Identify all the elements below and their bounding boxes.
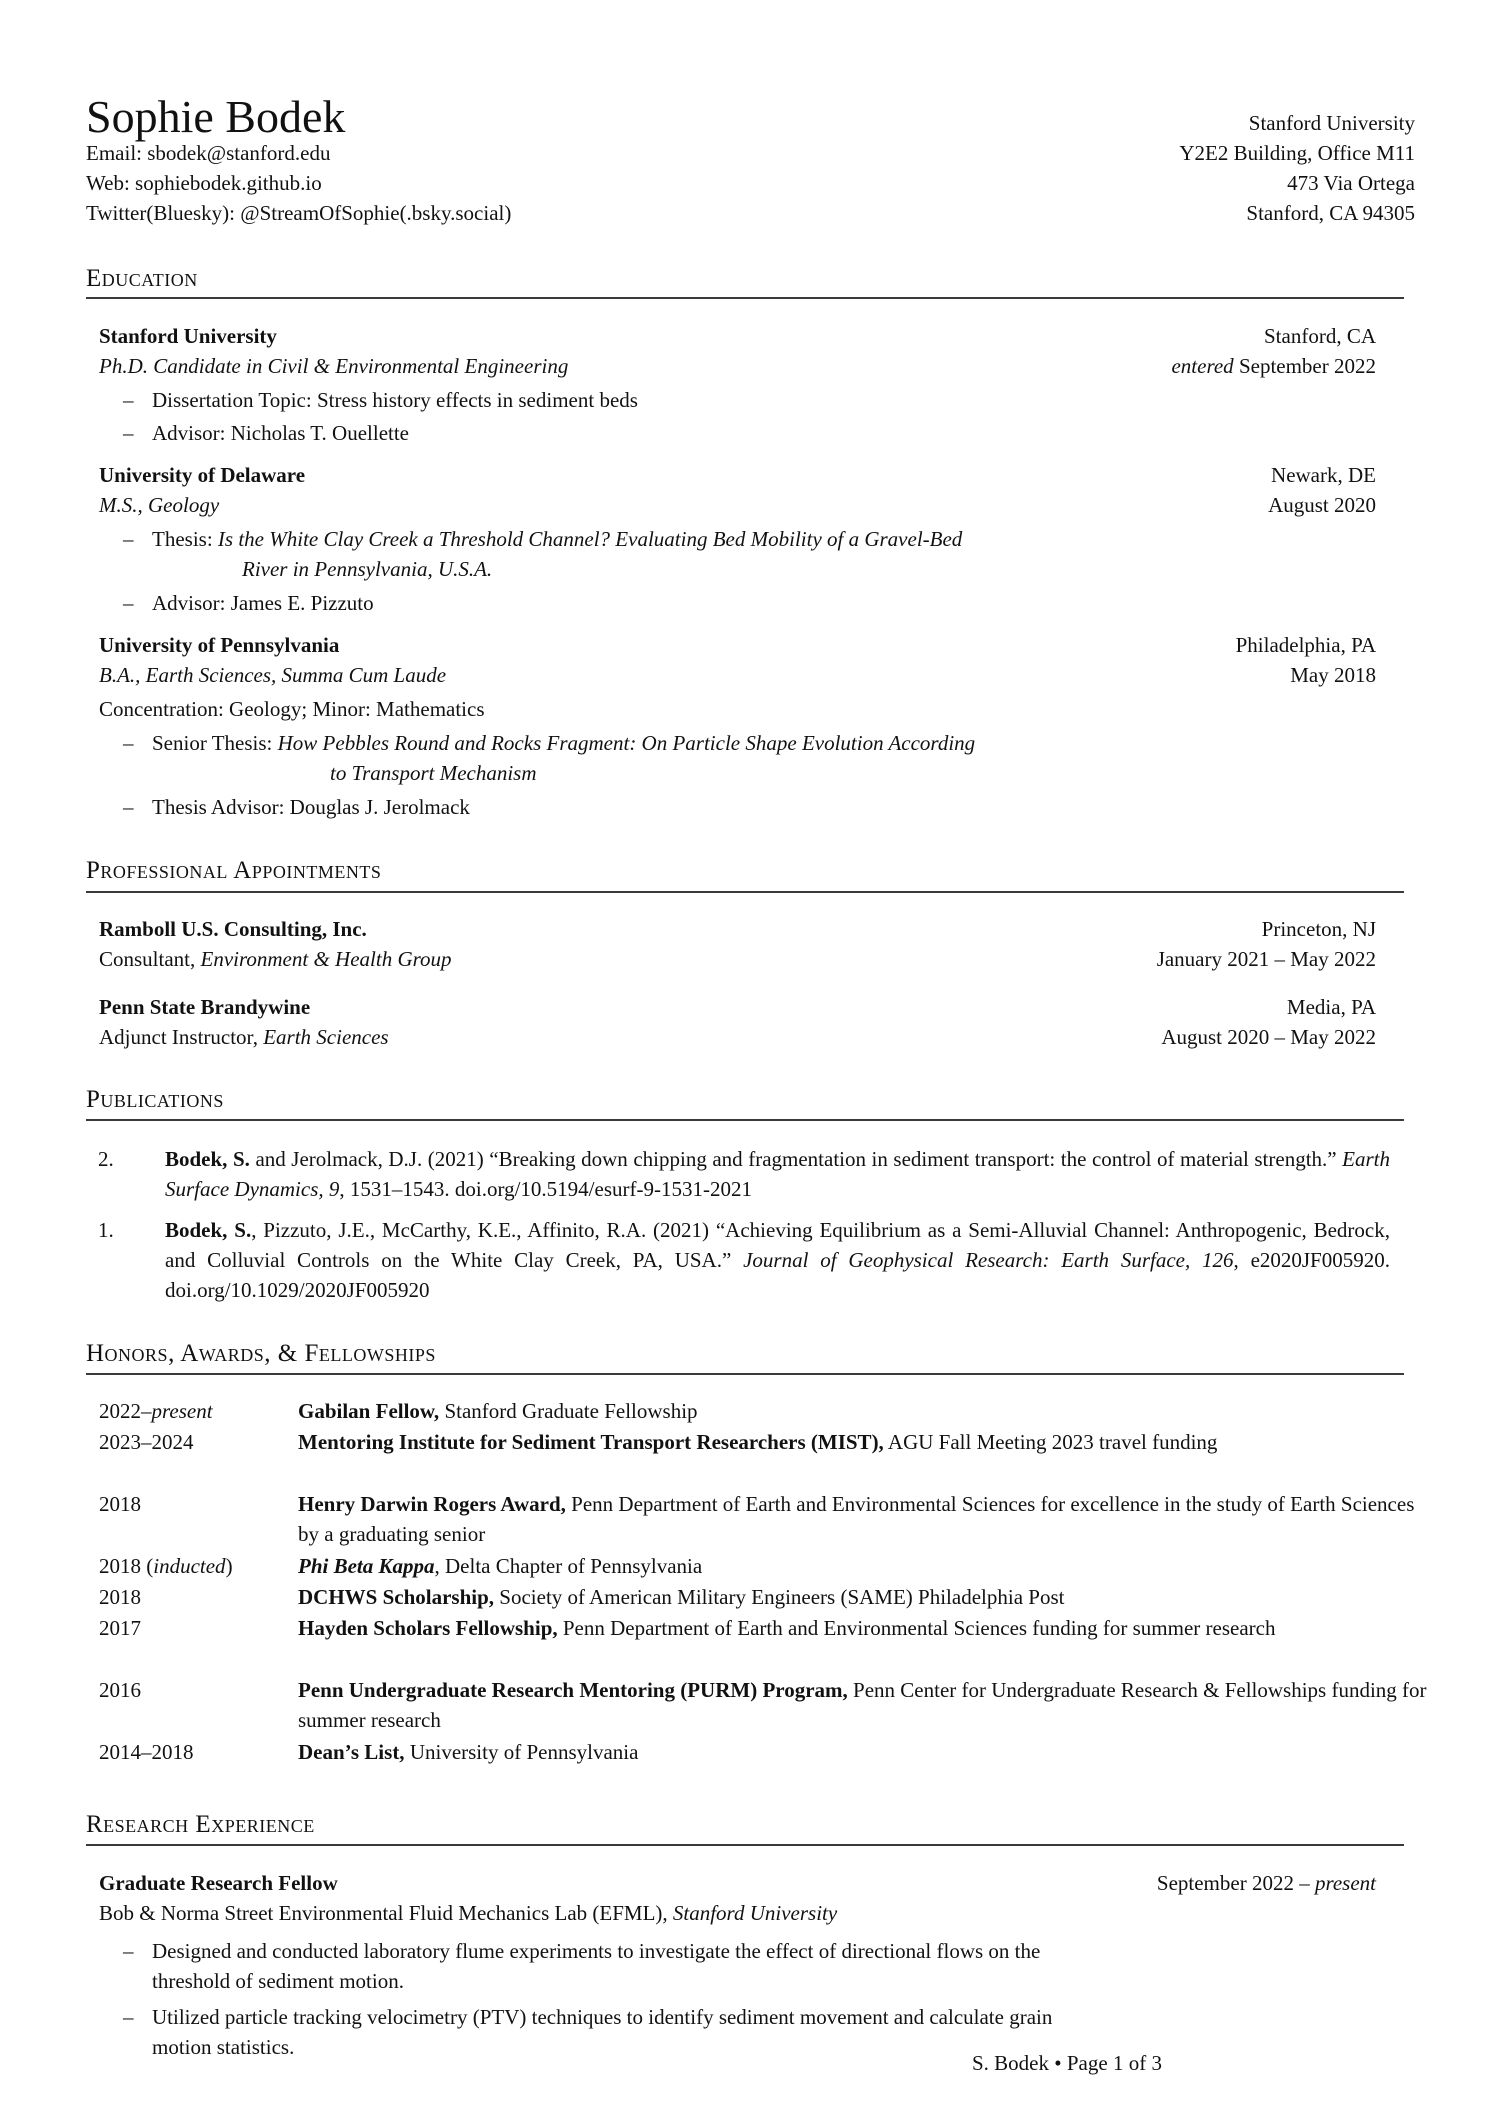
address-line-3: 473 Via Ortega	[1287, 171, 1415, 195]
date-prefix: entered	[1171, 354, 1234, 378]
author-self: Bodek, S.	[165, 1147, 250, 1171]
honor-description	[298, 1551, 1430, 1581]
dash-bullet-icon: –	[123, 388, 134, 412]
bullet-text-line-1: Utilized particle tracking velocimetry (PTV) techniques to identify sediment movement and calculate grain	[152, 2005, 1053, 2029]
education-degree-row	[99, 490, 1376, 520]
education-entry-penn	[99, 630, 1376, 660]
education-note: Concentration: Geology; Minor: Mathematics	[99, 697, 485, 721]
lab-institution: Stanford University	[672, 1901, 838, 1925]
honor-detail: Penn Center for Undergraduate Research & Fellowships funding for summer research	[298, 1678, 1427, 1732]
section-rule	[86, 1844, 1404, 1846]
honor-item	[0, 1613, 1500, 1675]
education-entry-delaware	[99, 460, 1376, 490]
bullet-label: Thesis Advisor:	[152, 795, 290, 819]
dash-bullet-icon: –	[123, 2005, 134, 2029]
education-entry-stanford	[99, 321, 1376, 351]
role	[99, 1022, 389, 1052]
authors-rest: and Jerolmack, D.J. (2021) “Breaking down chipping and fragmentation in sediment transport: the control of material strength.”	[249, 1147, 1343, 1171]
honor-title: Dean’s List,	[298, 1740, 405, 1764]
address-line-4: Stanford, CA 94305	[1246, 201, 1415, 225]
honor-title: Gabilan Fellow,	[298, 1399, 440, 1423]
dash-bullet-icon: –	[123, 795, 134, 819]
contact-email	[86, 138, 330, 168]
bullet-label: Senior Thesis:	[152, 731, 278, 755]
twitter-link[interactable]: @StreamOfSophie(.bsky.social)	[240, 201, 512, 225]
dash-bullet-icon: –	[123, 421, 134, 445]
honor-year: 2016	[99, 1678, 141, 1702]
dash-bullet-icon: –	[123, 527, 134, 551]
dash-bullet-icon: –	[123, 731, 134, 755]
honor-detail: AGU Fall Meeting 2023 travel funding	[883, 1430, 1218, 1454]
degree-date: May 2018	[1290, 663, 1376, 687]
role-title: Consultant,	[99, 947, 201, 971]
honor-year: 2014–2018	[99, 1740, 194, 1764]
honor-item	[0, 1675, 1500, 1737]
cv-name: Sophie Bodek	[86, 91, 346, 142]
bullet-separator-icon: •	[1054, 2051, 1062, 2075]
dash-bullet-icon: –	[123, 1939, 134, 1963]
degree-date: August 2020	[1268, 493, 1376, 517]
honor-year: 2023–2024	[99, 1430, 194, 1454]
education-degree-row	[99, 660, 1376, 690]
appointment-role-row	[99, 944, 1376, 974]
page-number: Page 1 of 3	[1066, 2051, 1162, 2075]
publication-doi[interactable]: , e2020JF005920. doi.org/10.1029/2020JF005920	[165, 1248, 1390, 1302]
position-title: Graduate Research Fellow	[99, 1871, 338, 1895]
honor-year: 2017	[99, 1616, 141, 1640]
journal: Journal of Geophysical Research: Earth Surface, 126	[743, 1248, 1234, 1272]
bullet-text-line-2: threshold of sediment motion.	[152, 1969, 404, 1993]
bullet-value: Douglas J. Jerolmack	[289, 795, 470, 819]
honor-description	[298, 1427, 1430, 1457]
honor-year: 2018 (inducted)	[99, 1554, 233, 1578]
address-line-1: Stanford University	[1248, 111, 1415, 135]
publication-citation	[165, 1215, 1390, 1305]
honor-detail: Society of American Military Engineers (SAME) Philadelphia Post	[494, 1585, 1065, 1609]
bullet-value: Stress history effects in sediment beds	[316, 388, 638, 412]
role-group: Earth Sciences	[263, 1025, 389, 1049]
section-heading-honors: Honors, Awards, & Fellowships	[86, 1340, 436, 1367]
web-link[interactable]: sophiebodek.github.io	[135, 171, 322, 195]
organization-name: Ramboll U.S. Consulting, Inc.	[99, 917, 367, 941]
institution-name: Stanford University	[99, 324, 277, 348]
role-group: Environment & Health Group	[200, 947, 452, 971]
degree-date	[1171, 351, 1376, 381]
section-rule	[86, 891, 1404, 893]
honor-detail: Penn Department of Earth and Environmental Sciences for excellence in the study of Earth Sciences by a graduating senior	[298, 1492, 1415, 1546]
thesis-title-line-1: Is the White Clay Creek a Threshold Channel? Evaluating Bed Mobility of a Gravel-Bed	[217, 527, 963, 551]
footer-author: S. Bodek	[972, 2051, 1050, 2075]
bullet-value: Nicholas T. Ouellette	[230, 421, 410, 445]
role	[99, 944, 452, 974]
honor-year: 2018	[99, 1492, 141, 1516]
honor-title: Mentoring Institute for Sediment Transport Researchers (MIST),	[298, 1430, 884, 1454]
institution-location: Newark, DE	[1271, 463, 1376, 487]
honor-year: 2018	[99, 1585, 141, 1609]
honor-title: Hayden Scholars Fellowship,	[298, 1616, 558, 1640]
contact-web	[86, 168, 322, 198]
section-heading-appointments: Professional Appointments	[86, 857, 382, 884]
research-dates: September 2022 – present	[1156, 1871, 1376, 1895]
institution-name: University of Delaware	[99, 463, 306, 487]
publication-citation	[165, 1144, 1390, 1204]
organization-location: Media, PA	[1286, 995, 1376, 1019]
section-heading-publications: Publications	[86, 1086, 224, 1113]
research-lab	[99, 1898, 837, 1928]
bullet-label: Advisor:	[152, 421, 231, 445]
dash-bullet-icon: –	[123, 591, 134, 615]
honor-detail: University of Pennsylvania	[404, 1740, 639, 1764]
address-line-2: Y2E2 Building, Office M11	[1179, 141, 1415, 165]
honor-description	[298, 1489, 1430, 1549]
honor-item	[0, 1737, 1500, 1769]
authors-rest: , Pizzuto, J.E., McCarthy, K.E., Affinito, R.A. (2021) “Achieving Equilibrium as a Semi-Alluvial Channel: Anthropogenic, Bedrock, and Colluvial Controls on the White Clay Creek, PA, USA.”	[165, 1218, 1390, 1272]
page-footer	[972, 2048, 1162, 2078]
institution-name: University of Pennsylvania	[99, 633, 340, 657]
section-heading-research: Research Experience	[86, 1811, 315, 1838]
thesis-title-line-1: How Pebbles Round and Rocks Fragment: On Particle Shape Evolution According	[277, 731, 976, 755]
bullet-text-line-1: Designed and conducted laboratory flume experiments to investigate the effect of directional flows on the	[152, 1939, 1041, 1963]
bullet-label: Thesis:	[152, 527, 218, 551]
appointment-dates: January 2021 – May 2022	[1156, 947, 1376, 971]
honor-detail: , Delta Chapter of Pennsylvania	[434, 1554, 703, 1578]
honor-detail: Stanford Graduate Fellowship	[439, 1399, 698, 1423]
honor-title: DCHWS Scholarship,	[298, 1585, 495, 1609]
appointment-role-row	[99, 1022, 1376, 1052]
web-label: Web:	[86, 171, 130, 195]
honor-item	[0, 1551, 1500, 1583]
email-link[interactable]: sbodek@stanford.edu	[147, 141, 331, 165]
date-value: September 2022	[1238, 354, 1376, 378]
honor-description	[298, 1582, 1430, 1612]
honor-item	[0, 1489, 1500, 1551]
institution-location: Stanford, CA	[1264, 324, 1376, 348]
section-rule	[86, 1119, 1404, 1121]
lab-name: Bob & Norma Street Environmental Fluid Mechanics Lab (EFML),	[99, 1901, 673, 1925]
honor-title: Phi Beta Kappa	[298, 1554, 435, 1578]
institution-location: Philadelphia, PA	[1235, 633, 1376, 657]
honor-description	[298, 1613, 1430, 1643]
contact-twitter	[86, 198, 511, 228]
honor-title: Penn Undergraduate Research Mentoring (PURM) Program,	[298, 1678, 848, 1702]
appointment-entry	[99, 914, 1376, 944]
role-title: Adjunct Instructor,	[99, 1025, 264, 1049]
publication-doi[interactable]: , 1531–1543. doi.org/10.5194/esurf-9-1531-2021	[339, 1177, 752, 1201]
honor-description	[298, 1675, 1430, 1735]
honor-description	[298, 1737, 1430, 1767]
bullet-value: James E. Pizzuto	[230, 591, 374, 615]
honor-item	[0, 1582, 1500, 1614]
bullet-text-line-2: motion statistics.	[152, 2035, 295, 2059]
author-self: Bodek, S.	[165, 1218, 252, 1242]
degree: M.S., Geology	[99, 493, 220, 517]
publication-number: 2.	[98, 1147, 114, 1171]
bullet-label: Dissertation Topic:	[152, 388, 317, 412]
appointment-entry	[99, 992, 1376, 1022]
honor-detail: Penn Department of Earth and Environmental Sciences funding for summer research	[557, 1616, 1276, 1640]
thesis-title-line-2: to Transport Mechanism	[330, 761, 537, 785]
section-rule	[86, 297, 1404, 299]
publication-number: 1.	[98, 1218, 114, 1242]
journal: Earth Surface Dynamics, 9	[165, 1147, 1390, 1201]
honor-item	[0, 1427, 1500, 1489]
education-degree-row	[99, 351, 1376, 381]
section-rule	[86, 1373, 1404, 1375]
appointment-dates: August 2020 – May 2022	[1161, 1025, 1376, 1049]
honor-description	[298, 1396, 1430, 1426]
section-heading-education: Education	[86, 265, 198, 292]
organization-name: Penn State Brandywine	[99, 995, 311, 1019]
degree: B.A., Earth Sciences, Summa Cum Laude	[99, 663, 447, 687]
degree: Ph.D. Candidate in Civil & Environmental Engineering	[99, 354, 569, 378]
twitter-label: Twitter(Bluesky):	[86, 201, 235, 225]
honor-year: 2022–present	[99, 1399, 213, 1423]
honor-item	[0, 1396, 1500, 1428]
bullet-label: Advisor:	[152, 591, 231, 615]
honor-title: Henry Darwin Rogers Award,	[298, 1492, 566, 1516]
thesis-title-line-2: River in Pennsylvania, U.S.A.	[242, 557, 493, 581]
research-entry	[99, 1868, 1376, 1898]
organization-location: Princeton, NJ	[1261, 917, 1376, 941]
email-label: Email:	[86, 141, 142, 165]
